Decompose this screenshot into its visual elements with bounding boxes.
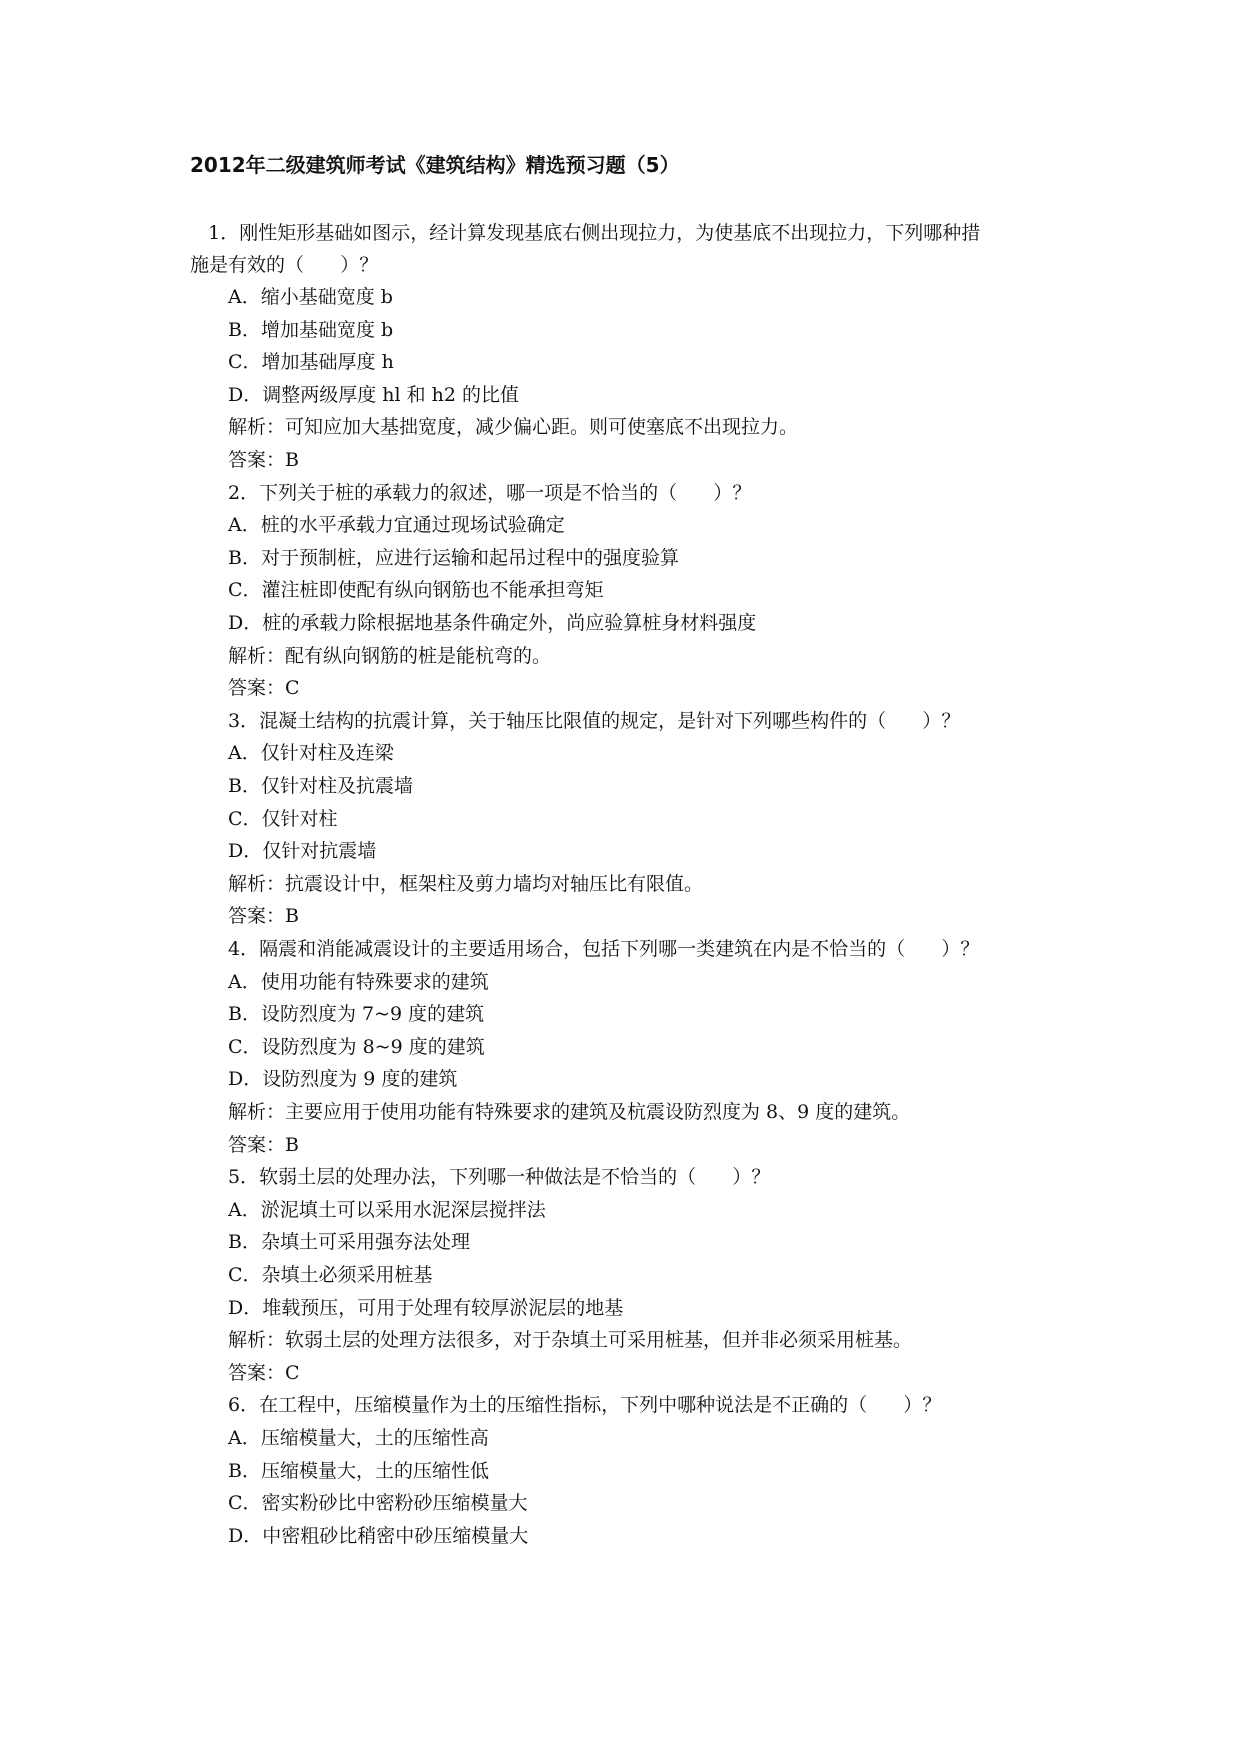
answer-line: 答案：B xyxy=(228,1133,299,1156)
option-line: C．密实粉砂比中密粉砂压缩模量大 xyxy=(228,1492,528,1515)
option-line: A．压缩模量大，土的压缩性高 xyxy=(228,1427,489,1449)
explanation-line: 解析：可知应加大基拙宽度，减少偏心距。则可使塞底不出现拉力。 xyxy=(228,416,799,439)
option-line: D．桩的承载力除根据地基条件确定外，尚应验算桩身材料强度 xyxy=(228,612,757,634)
option-line: C．仅针对柱 xyxy=(228,807,338,830)
option-line: C．增加基础厚度 h xyxy=(228,351,394,374)
question-stem-line: 3．混凝土结构的抗震计算，关于轴压比限值的规定，是针对下列哪些构件的（ ）？ xyxy=(228,709,961,732)
option-line: C．杂填土必须采用桩基 xyxy=(228,1264,433,1286)
option-line: B．仅针对柱及抗震墙 xyxy=(228,775,413,797)
option-line: B．设防烈度为 7~9 度的建筑 xyxy=(228,1003,485,1026)
option-line: D．堆载预压，可用于处理有较厚淤泥层的地基 xyxy=(228,1296,624,1319)
option-line: C．设防烈度为 8~9 度的建筑 xyxy=(228,1035,485,1058)
option-line: B．压缩模量大，土的压缩性低 xyxy=(228,1459,489,1482)
option-line: B．增加基础宽度 b xyxy=(228,318,394,341)
explanation-line: 解析：软弱土层的处理方法很多，对于杂填土可采用桩基，但并非必须采用桩基。 xyxy=(228,1329,913,1352)
option-line: D．中密粗砂比稍密中砂压缩模量大 xyxy=(228,1524,529,1547)
explanation-line: 解析：配有纵向钢筋的桩是能杭弯的。 xyxy=(228,644,552,667)
explanation-line: 解析：主要应用于使用功能有特殊要求的建筑及杭震设防烈度为 8、9 度的建筑。 xyxy=(228,1101,911,1123)
answer-line: 答案：C xyxy=(228,1361,300,1384)
answer-line: 答案：B xyxy=(228,449,299,471)
explanation-line: 解析：抗震设计中，框架柱及剪力墙均对轴压比有限值。 xyxy=(228,872,704,895)
answer-line: 答案：B xyxy=(228,905,299,928)
question-stem-line: 5．软弱土层的处理办法，下列哪一种做法是不恰当的（ ）？ xyxy=(228,1166,771,1189)
option-line: A．桩的水平承载力宜通过现场试验确定 xyxy=(228,514,565,537)
question-1-stem-line-1: 1．刚性矩形基础如图示，经计算发现基底右侧出现拉力，为使基底不出现拉力，下列哪种措 xyxy=(190,222,981,244)
option-line: B．对于预制桩，应进行运输和起吊过程中的强度验算 xyxy=(228,546,679,569)
question-1-stem-line-2: 施是有效的（ ）？ xyxy=(190,254,379,276)
option-line: D．调整两级厚度 hl 和 h2 的比值 xyxy=(228,383,520,406)
option-line: C．灌注桩即使配有纵向钢筋也不能承担弯矩 xyxy=(228,579,604,602)
question-stem-line: 4．隔震和消能减震设计的主要适用场合，包括下列哪一类建筑在内是不恰当的（ ）？ xyxy=(228,938,980,960)
option-line: A．淤泥填土可以采用水泥深层搅拌法 xyxy=(228,1198,546,1221)
option-line: A．使用功能有特殊要求的建筑 xyxy=(228,970,489,993)
page-title: 2012年二级建筑师考试《建筑结构》精选预习题（5） xyxy=(190,153,680,177)
option-line: A．缩小基础宽度 b xyxy=(228,286,393,308)
answer-line: 答案：C xyxy=(228,677,300,700)
question-stem-line: 6．在工程中，压缩模量作为土的压缩性指标，下列中哪种说法是不正确的（ ）？ xyxy=(228,1394,942,1417)
question-stem-line: 2．下列关于桩的承载力的叙述，哪一项是不恰当的（ ）？ xyxy=(228,481,752,504)
option-line: D．仅针对抗震墙 xyxy=(228,840,377,863)
option-line: B．杂填土可采用强夯法处理 xyxy=(228,1231,470,1254)
option-line: D．设防烈度为 9 度的建筑 xyxy=(228,1068,458,1091)
option-line: A．仅针对柱及连梁 xyxy=(228,742,394,765)
